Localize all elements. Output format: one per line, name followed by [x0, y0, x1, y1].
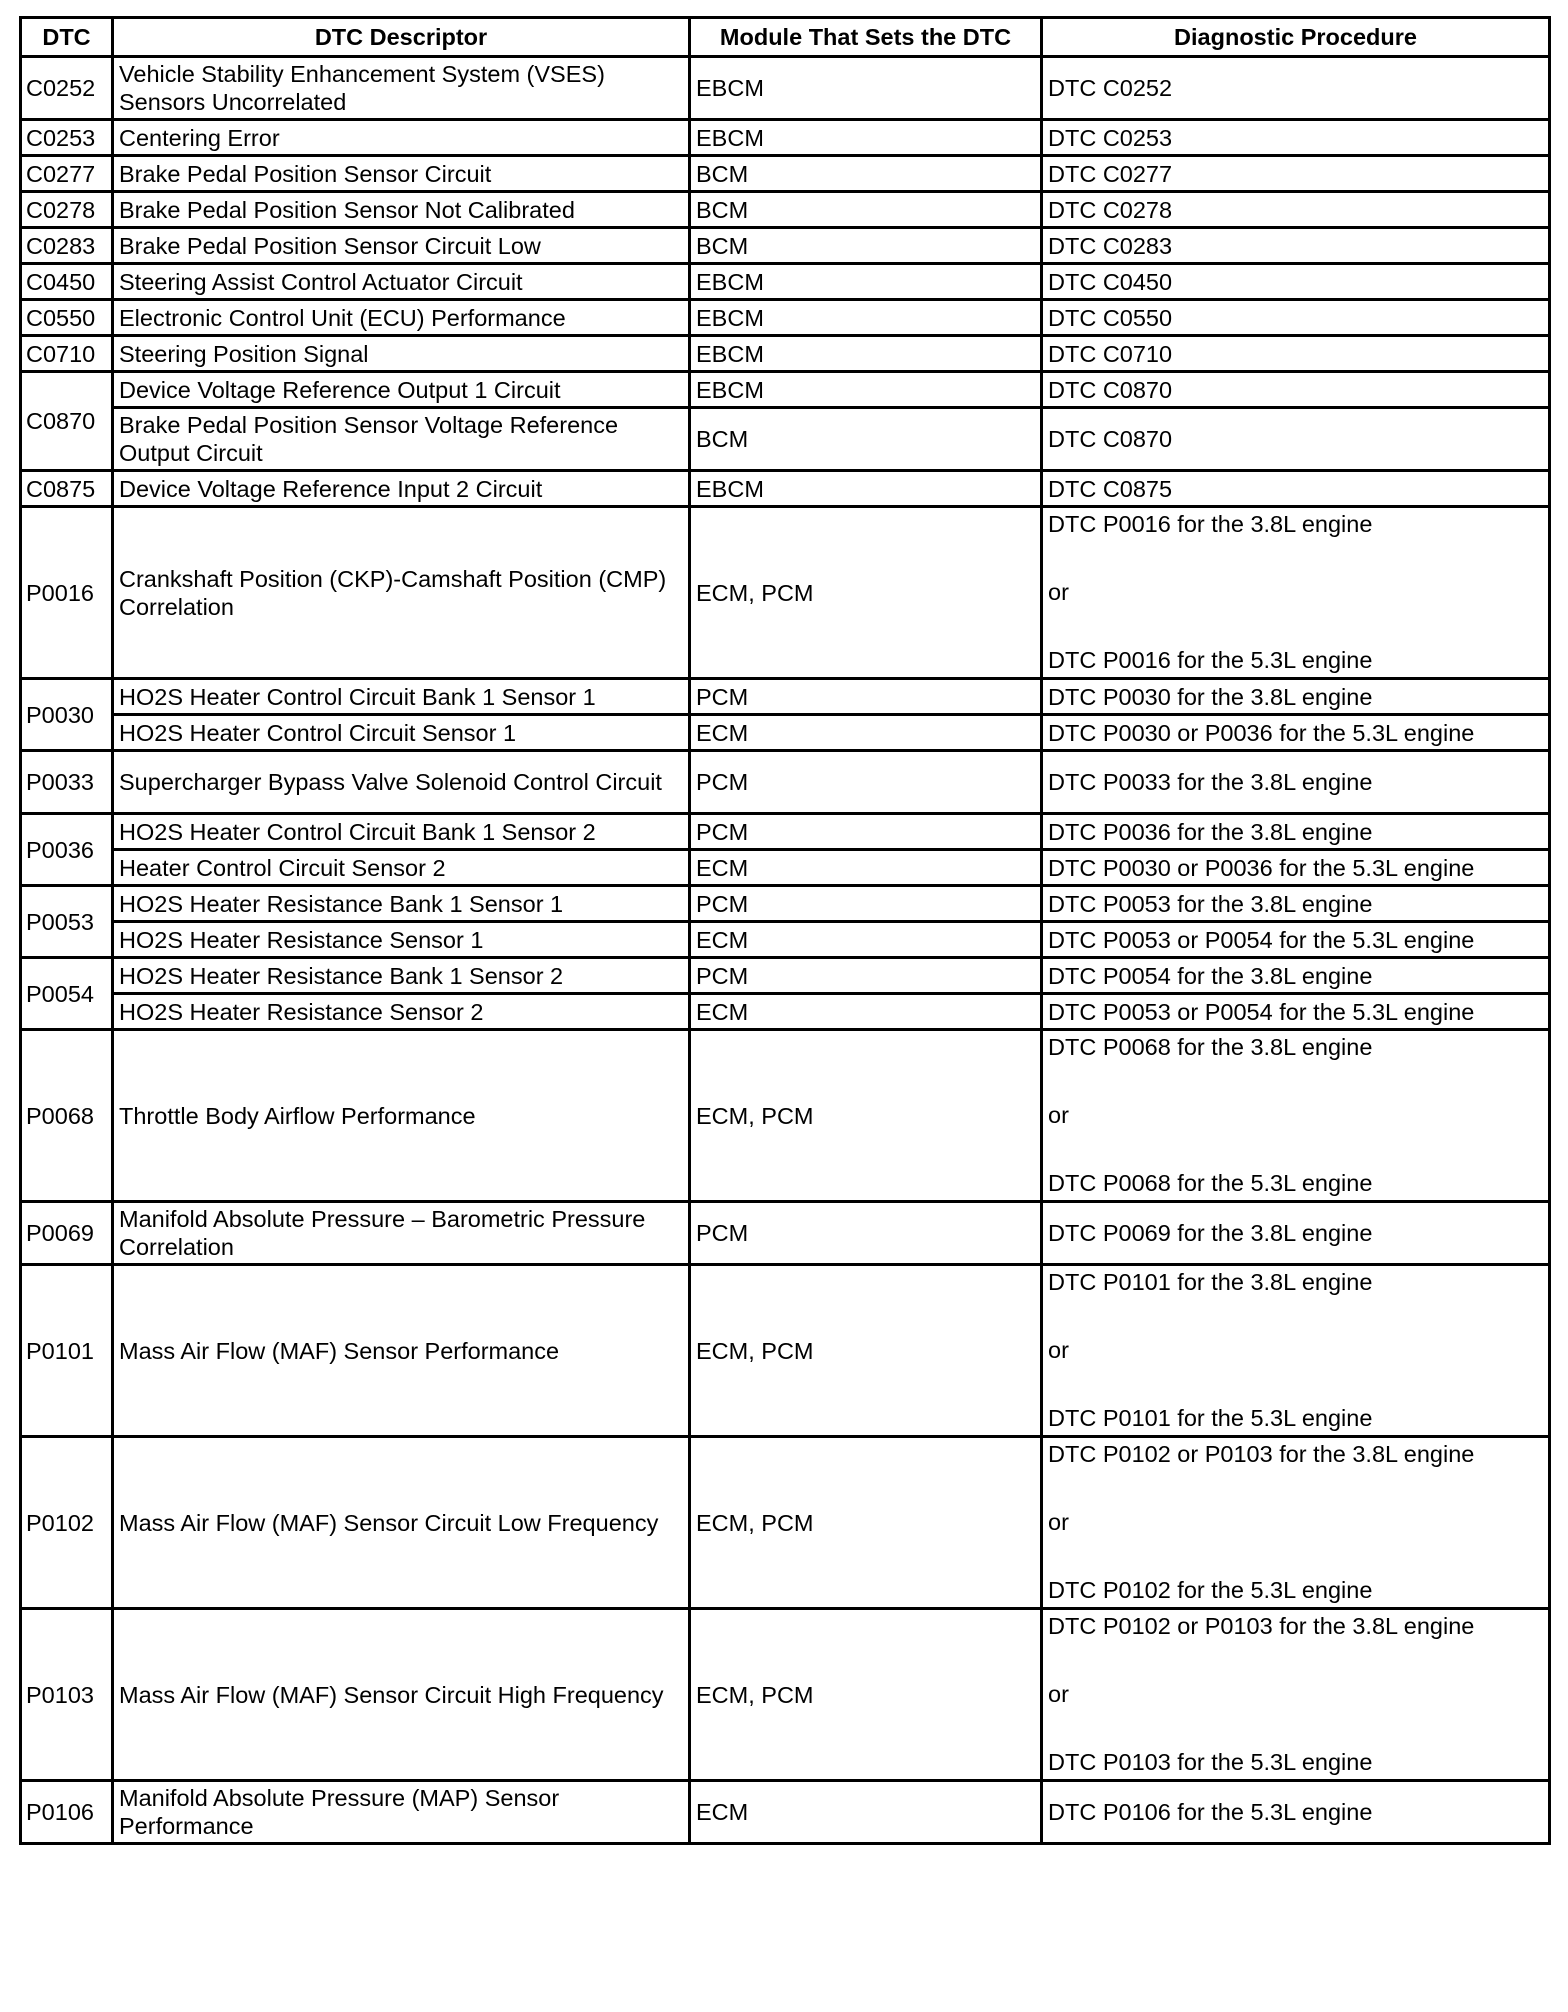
table-row: [21, 1030, 1550, 1202]
dtc-code: C0283: [21, 228, 113, 264]
dtc-module: ECM: [690, 1781, 1042, 1844]
dtc-module: PCM: [690, 679, 1042, 715]
dtc-code: C0278: [21, 192, 113, 228]
table-row: [21, 850, 1550, 886]
table-row: [21, 715, 1550, 751]
dtc-module: ECM: [690, 850, 1042, 886]
dtc-module: BCM: [690, 228, 1042, 264]
table-row: [21, 471, 1550, 507]
dtc-module: ECM, PCM: [690, 1609, 1042, 1781]
dtc-module: ECM, PCM: [690, 1265, 1042, 1437]
dtc-code: P0103: [21, 1609, 113, 1781]
dtc-descriptor: Mass Air Flow (MAF) Sensor Circuit High Frequency: [113, 1609, 690, 1781]
dtc-descriptor: Vehicle Stability Enhancement System (VSES) Sensors Uncorrelated: [113, 57, 690, 120]
dtc-procedure: DTC C0283: [1042, 228, 1550, 264]
dtc-procedure: DTC P0054 for the 3.8L engine: [1042, 958, 1550, 994]
dtc-descriptor: Brake Pedal Position Sensor Circuit Low: [113, 228, 690, 264]
dtc-procedure: DTC P0053 for the 3.8L engine: [1042, 886, 1550, 922]
dtc-module: BCM: [690, 192, 1042, 228]
dtc-code: C0710: [21, 336, 113, 372]
dtc-code: P0036: [21, 814, 113, 886]
procedure-line: DTC P0068 for the 5.3L engine: [1048, 1170, 1373, 1196]
dtc-procedure: DTC C0710: [1042, 336, 1550, 372]
table-row: [21, 57, 1550, 120]
dtc-procedure: DTC C0870: [1042, 372, 1550, 408]
dtc-procedure: DTC C0277: [1042, 156, 1550, 192]
table-row: [21, 300, 1550, 336]
table-row: [21, 679, 1550, 715]
dtc-procedure: DTC P0069 for the 3.8L engine: [1042, 1202, 1550, 1265]
dtc-code: P0106: [21, 1781, 113, 1844]
dtc-code: C0277: [21, 156, 113, 192]
procedure-or: or: [1048, 1102, 1069, 1128]
table-row: [21, 192, 1550, 228]
dtc-code: P0033: [21, 751, 113, 814]
dtc-module: ECM, PCM: [690, 507, 1042, 679]
header-procedure: Diagnostic Procedure: [1042, 18, 1550, 57]
table-row: [21, 814, 1550, 850]
dtc-procedure: [1042, 1030, 1550, 1202]
dtc-module: PCM: [690, 886, 1042, 922]
dtc-descriptor: Brake Pedal Position Sensor Not Calibrated: [113, 192, 690, 228]
dtc-descriptor: Mass Air Flow (MAF) Sensor Circuit Low Frequency: [113, 1437, 690, 1609]
header-descriptor: DTC Descriptor: [113, 18, 690, 57]
dtc-module: ECM, PCM: [690, 1437, 1042, 1609]
dtc-descriptor: Manifold Absolute Pressure – Barometric Pressure Correlation: [113, 1202, 690, 1265]
dtc-descriptor: Device Voltage Reference Output 1 Circuit: [113, 372, 690, 408]
dtc-descriptor: Centering Error: [113, 120, 690, 156]
dtc-module: ECM, PCM: [690, 1030, 1042, 1202]
table-row: [21, 336, 1550, 372]
table-row: [21, 994, 1550, 1030]
dtc-procedure: [1042, 1265, 1550, 1437]
dtc-descriptor: Heater Control Circuit Sensor 2: [113, 850, 690, 886]
dtc-descriptor: HO2S Heater Resistance Sensor 1: [113, 922, 690, 958]
procedure-line: DTC P0101 for the 3.8L engine: [1048, 1269, 1373, 1295]
table-row: [21, 120, 1550, 156]
table-row: [21, 1265, 1550, 1437]
dtc-module: PCM: [690, 958, 1042, 994]
dtc-module: EBCM: [690, 471, 1042, 507]
procedure-or: or: [1048, 1509, 1069, 1535]
table-row: [21, 408, 1550, 471]
dtc-code: C0870: [21, 372, 113, 471]
dtc-descriptor: Mass Air Flow (MAF) Sensor Performance: [113, 1265, 690, 1437]
table-row: [21, 886, 1550, 922]
table-row: [21, 1781, 1550, 1844]
dtc-descriptor: HO2S Heater Control Circuit Bank 1 Sensor 2: [113, 814, 690, 850]
procedure-line: DTC P0016 for the 3.8L engine: [1048, 511, 1373, 537]
table-row: [21, 1609, 1550, 1781]
dtc-descriptor: HO2S Heater Resistance Sensor 2: [113, 994, 690, 1030]
dtc-descriptor: Supercharger Bypass Valve Solenoid Control Circuit: [113, 751, 690, 814]
dtc-module: PCM: [690, 751, 1042, 814]
dtc-procedure: [1042, 1437, 1550, 1609]
dtc-module: BCM: [690, 156, 1042, 192]
dtc-module: EBCM: [690, 336, 1042, 372]
dtc-descriptor: Device Voltage Reference Input 2 Circuit: [113, 471, 690, 507]
dtc-code: P0030: [21, 679, 113, 751]
dtc-descriptor: Steering Assist Control Actuator Circuit: [113, 264, 690, 300]
dtc-module: EBCM: [690, 120, 1042, 156]
dtc-descriptor: Crankshaft Position (CKP)-Camshaft Position (CMP) Correlation: [113, 507, 690, 679]
dtc-code: P0053: [21, 886, 113, 958]
table-row: [21, 958, 1550, 994]
dtc-code: P0101: [21, 1265, 113, 1437]
dtc-procedure: DTC P0030 or P0036 for the 5.3L engine: [1042, 850, 1550, 886]
dtc-procedure: DTC C0252: [1042, 57, 1550, 120]
dtc-code: C0450: [21, 264, 113, 300]
dtc-procedure: DTC C0278: [1042, 192, 1550, 228]
dtc-descriptor: HO2S Heater Resistance Bank 1 Sensor 1: [113, 886, 690, 922]
dtc-procedure: DTC P0033 for the 3.8L engine: [1042, 751, 1550, 814]
dtc-module: EBCM: [690, 264, 1042, 300]
dtc-procedure: DTC C0550: [1042, 300, 1550, 336]
dtc-descriptor: Steering Position Signal: [113, 336, 690, 372]
dtc-code: C0253: [21, 120, 113, 156]
dtc-descriptor: Throttle Body Airflow Performance: [113, 1030, 690, 1202]
dtc-code: P0054: [21, 958, 113, 1030]
procedure-line: DTC P0102 for the 5.3L engine: [1048, 1577, 1373, 1603]
dtc-code: C0252: [21, 57, 113, 120]
dtc-procedure: DTC C0253: [1042, 120, 1550, 156]
table-row: [21, 922, 1550, 958]
table-row: [21, 156, 1550, 192]
dtc-module: EBCM: [690, 300, 1042, 336]
procedure-line: DTC P0101 for the 5.3L engine: [1048, 1405, 1373, 1431]
dtc-code: C0875: [21, 471, 113, 507]
procedure-line: DTC P0068 for the 3.8L engine: [1048, 1034, 1373, 1060]
dtc-code: P0069: [21, 1202, 113, 1265]
table-row: [21, 507, 1550, 679]
dtc-module: PCM: [690, 1202, 1042, 1265]
dtc-code: P0016: [21, 507, 113, 679]
dtc-procedure: DTC C0450: [1042, 264, 1550, 300]
dtc-module: ECM: [690, 715, 1042, 751]
table-row: [21, 372, 1550, 408]
dtc-module: BCM: [690, 408, 1042, 471]
table-row: [21, 228, 1550, 264]
dtc-procedure: [1042, 1609, 1550, 1781]
dtc-module: EBCM: [690, 372, 1042, 408]
procedure-line: DTC P0102 or P0103 for the 3.8L engine: [1048, 1613, 1475, 1639]
header-row: [21, 18, 1550, 57]
dtc-module: ECM: [690, 922, 1042, 958]
procedure-or: or: [1048, 579, 1069, 605]
dtc-code: C0550: [21, 300, 113, 336]
dtc-module: EBCM: [690, 57, 1042, 120]
dtc-procedure: DTC P0106 for the 5.3L engine: [1042, 1781, 1550, 1844]
procedure-line: DTC P0016 for the 5.3L engine: [1048, 647, 1373, 673]
dtc-procedure: DTC P0030 or P0036 for the 5.3L engine: [1042, 715, 1550, 751]
dtc-descriptor: Brake Pedal Position Sensor Circuit: [113, 156, 690, 192]
dtc-descriptor: HO2S Heater Control Circuit Sensor 1: [113, 715, 690, 751]
dtc-module: PCM: [690, 814, 1042, 850]
dtc-module: ECM: [690, 994, 1042, 1030]
table-row: [21, 264, 1550, 300]
procedure-or: or: [1048, 1337, 1069, 1363]
procedure-or: or: [1048, 1681, 1069, 1707]
header-dtc: DTC: [21, 18, 113, 57]
dtc-procedure: DTC P0030 for the 3.8L engine: [1042, 679, 1550, 715]
dtc-descriptor: HO2S Heater Control Circuit Bank 1 Sensor 1: [113, 679, 690, 715]
dtc-descriptor: HO2S Heater Resistance Bank 1 Sensor 2: [113, 958, 690, 994]
dtc-table: [19, 16, 1551, 1845]
header-module: Module That Sets the DTC: [690, 18, 1042, 57]
dtc-code: P0068: [21, 1030, 113, 1202]
procedure-line: DTC P0102 or P0103 for the 3.8L engine: [1048, 1441, 1475, 1467]
dtc-procedure: DTC C0870: [1042, 408, 1550, 471]
dtc-code: P0102: [21, 1437, 113, 1609]
dtc-procedure: DTC P0053 or P0054 for the 5.3L engine: [1042, 994, 1550, 1030]
table-row: [21, 751, 1550, 814]
dtc-descriptor: Manifold Absolute Pressure (MAP) Sensor Performance: [113, 1781, 690, 1844]
table-row: [21, 1437, 1550, 1609]
table-row: [21, 1202, 1550, 1265]
dtc-procedure: DTC P0036 for the 3.8L engine: [1042, 814, 1550, 850]
dtc-descriptor: Brake Pedal Position Sensor Voltage Reference Output Circuit: [113, 408, 690, 471]
dtc-procedure: DTC P0053 or P0054 for the 5.3L engine: [1042, 922, 1550, 958]
dtc-descriptor: Electronic Control Unit (ECU) Performance: [113, 300, 690, 336]
procedure-line: DTC P0103 for the 5.3L engine: [1048, 1749, 1373, 1775]
dtc-procedure: [1042, 507, 1550, 679]
dtc-procedure: DTC C0875: [1042, 471, 1550, 507]
